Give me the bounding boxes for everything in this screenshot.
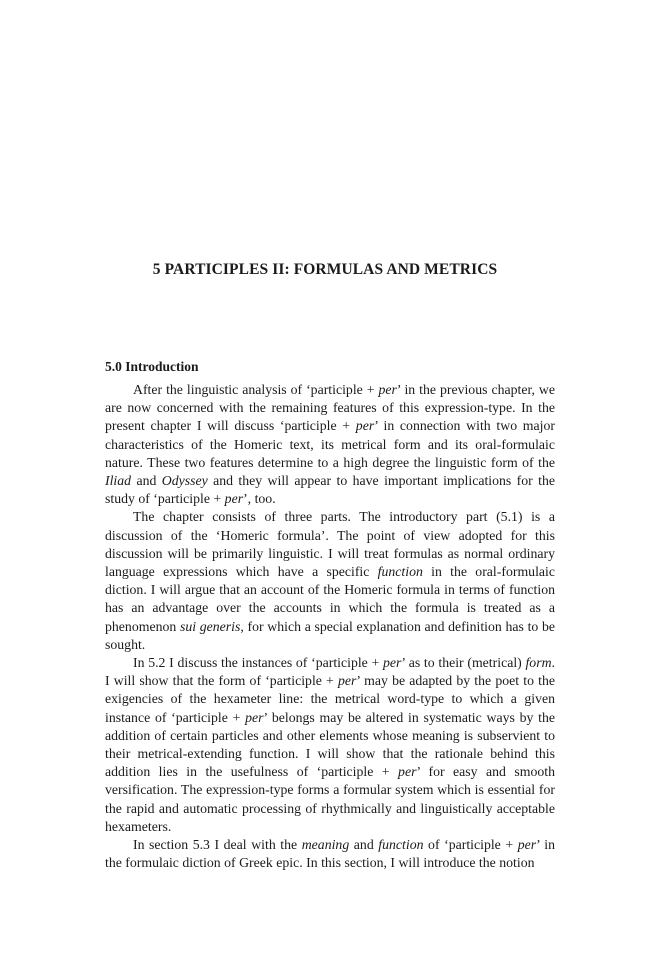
paragraph [105,508,555,654]
text-run: ’ in connection with two major characteristics of the Homeric text, its metrical form and its oral-formulaic nature. These two features determine to a high degree the linguistic form of the [105,418,555,470]
chapter-title: 5 PARTICIPLES II: FORMULAS AND METRICS [152,261,498,278]
italic-run: per [355,418,375,434]
italic-run: per [378,382,397,397]
text-run: ’ in the previous chapter, we are now concerned with the remaining features of this expression-type. In the present chapter I will discuss ‘participle + [105,382,555,434]
text-run: , for which a special explanation and definition has to be sought. [105,618,556,652]
italic-run: per [338,673,357,689]
text-run: After the linguistic analysis of ‘participle + [133,382,379,397]
text-run: The chapter consists of three parts. The introductory part (5.1) is a discussion of the ‘Homeric formula’. The point of view adopted for this discussion will be primarily linguistic. I will treat formulas as normal ordinary language expressions which have a specific [105,509,555,580]
text-run: of ‘participle + [423,837,518,853]
text-run: ’ as to their (metrical) [401,655,526,671]
text-run: ’ belongs may be altered in systematic ways by the addition of certain particles and other elements whose meaning is subservient to their metrical-extending function. I will show that the rationale behind this addition lies in the usefulness of ‘participle + [105,709,555,780]
paragraph [105,836,555,872]
text-run: . I will show that the form of ‘participle + [105,655,555,689]
italic-run: sui generis [179,618,241,634]
text-run: in the oral-formulaic diction. I will argue that an account of the Homeric formula in terms of function has an advantage over the accounts in which the formula is treated as a phenomenon [105,564,555,634]
text-run: and they will appear to have important implications for the study of ‘participle + [105,473,555,507]
italic-run: per [245,709,264,725]
italic-run: per [383,655,402,671]
body-text [105,381,555,872]
paragraph [105,381,555,508]
section-heading: 5.0 Introduction [105,359,199,374]
italic-run: Odyssey [161,473,208,489]
text-run: In section 5.3 I deal with the [133,837,302,853]
text-run: and [349,837,379,853]
text-run: and [131,473,162,489]
text-run: In 5.2 I discuss the instances of ‘participle + [133,655,384,671]
text-run: ’ for easy and smooth versification. The expression-type forms a formular system which is essential for the rapid and automatic processing of rhythmically and linguistically acceptable hexameters. [105,764,555,834]
text-run: ’, too. [243,491,276,507]
italic-run: per [224,491,244,507]
italic-run: function [378,837,424,853]
text-run: ’ in the formulaic diction of Greek epic. In this section, I will introduce the notion [105,837,555,871]
text-run: ’ may be adapted by the poet to the exigencies of the hexameter line: the metrical word-type to which a given instance of ‘participle + [105,673,555,725]
paragraph [105,654,555,836]
italic-run: meaning [301,837,350,853]
italic-run: function [377,564,423,580]
italic-run: form [525,655,552,671]
italic-run: Iliad [105,473,132,489]
italic-run: per [517,837,537,853]
italic-run: per [398,764,417,780]
